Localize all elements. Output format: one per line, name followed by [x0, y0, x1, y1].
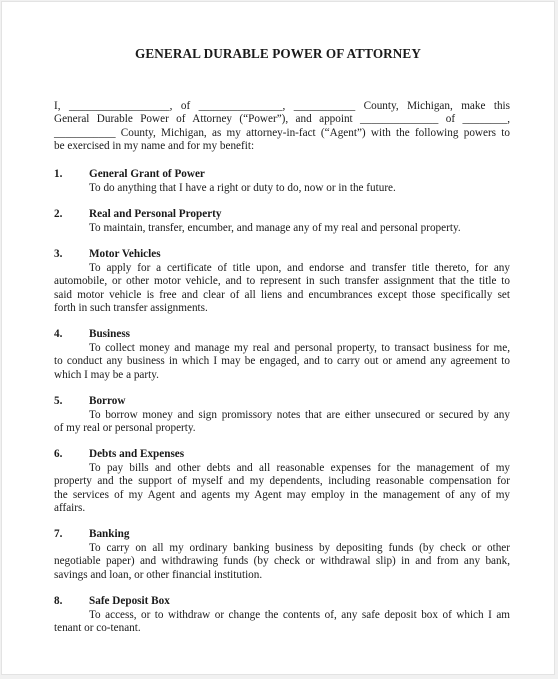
document-title: GENERAL DURABLE POWER OF ATTORNEY — [135, 46, 421, 61]
intro-line: General Durable Power of Attorney (“Power”), and appoint ______________ of ________, — [54, 113, 510, 126]
section-text-line: To pay bills and other debts and all reasonable expenses for the management of my — [89, 462, 510, 474]
section-title: Borrow — [89, 395, 126, 407]
section-title: Business — [89, 328, 131, 340]
section-2 — [54, 208, 510, 235]
intro-line: be exercised in my name and for my benefit: — [54, 139, 255, 152]
section-text-line: savings and loan, or other financial institution. — [54, 568, 263, 581]
section-heading — [54, 168, 510, 182]
section-text-line: negotiable paper) and withdrawing funds (by check or withdrawal slip) in and from any bank, — [54, 555, 510, 568]
section-4 — [54, 328, 510, 382]
section-heading — [54, 528, 510, 542]
section-text-line: tenant or co-tenant. — [54, 622, 141, 635]
section-number: 5. — [54, 395, 63, 407]
section-text-line: affairs. — [54, 501, 86, 514]
section-text-line: To do anything that I have a right or duty to do, now or in the future. — [89, 182, 396, 194]
section-heading — [54, 328, 510, 342]
section-text-line: the services of my Agent and agents my Agent may employ in the management of any of my — [54, 488, 510, 501]
section-text-line: of my real or personal property. — [54, 422, 196, 435]
section-heading — [54, 595, 510, 609]
section-number: 1. — [54, 168, 63, 180]
section-number: 3. — [54, 248, 63, 260]
section-text-line: To carry on all my ordinary banking business by depositing funds (by check or other — [89, 542, 510, 554]
section-text-line: said motor vehicle is free and clear of all liens and encumbrances except those specifically set — [54, 288, 510, 301]
intro-line: I, __________________, of _______________, ___________ County, Michigan, make this — [54, 100, 510, 112]
section-text-line: forth in such transfer assignments. — [54, 301, 208, 314]
section-title: Motor Vehicles — [89, 248, 161, 260]
section-text-line: property and the support of myself and my dependents, including reasonable compensation for — [54, 475, 510, 488]
section-body — [54, 609, 510, 636]
section-heading — [54, 448, 510, 462]
section-title: Banking — [89, 528, 130, 540]
section-title: General Grant of Power — [89, 168, 205, 180]
section-number: 4. — [54, 328, 63, 340]
section-1 — [54, 168, 510, 195]
section-body — [54, 182, 510, 195]
section-5 — [54, 395, 510, 436]
document-page — [1, 1, 555, 675]
section-8 — [54, 595, 510, 636]
section-body — [54, 462, 510, 515]
section-title: Debts and Expenses — [89, 448, 185, 460]
section-text-line: To access, or to withdraw or change the contents of, any safe deposit box of which I am — [89, 609, 510, 621]
section-7 — [54, 528, 510, 582]
section-text-line: To apply for a certificate of title upon, and endorse and transfer title thereto, for any — [89, 262, 510, 274]
section-text-line: To maintain, transfer, encumber, and manage any of my real and personal property. — [89, 222, 461, 234]
section-title: Real and Personal Property — [89, 208, 222, 220]
intro-line: ___________ County, Michigan, as my attorney-in-fact (“Agent”) with the following powers to — [54, 126, 510, 139]
section-heading — [54, 208, 510, 222]
section-text-line: automobile, or other motor vehicle, and to represent in such transfer assignment that the title to — [54, 275, 510, 288]
section-3 — [54, 248, 510, 315]
section-body — [54, 409, 510, 436]
section-text-line: To borrow money and sign promissory notes that are either unsecured or secured by any — [89, 409, 510, 421]
section-text-line: to conduct any business in which I may be engaged, and to carry out or amend any agreement to — [54, 355, 510, 368]
section-body — [54, 542, 510, 582]
section-heading — [54, 248, 510, 262]
section-body — [54, 222, 510, 235]
section-number: 8. — [54, 595, 63, 607]
section-6 — [54, 448, 510, 515]
section-heading — [54, 395, 510, 409]
section-number: 2. — [54, 208, 63, 220]
intro-paragraph — [54, 100, 510, 153]
section-body — [54, 342, 510, 382]
section-body — [54, 262, 510, 315]
section-number: 7. — [54, 528, 63, 540]
section-text-line: To collect money and manage my real and personal property, to transact business for me, — [89, 342, 510, 354]
section-number: 6. — [54, 448, 63, 460]
section-title: Safe Deposit Box — [89, 595, 170, 607]
section-text-line: which I may be a party. — [54, 368, 159, 381]
